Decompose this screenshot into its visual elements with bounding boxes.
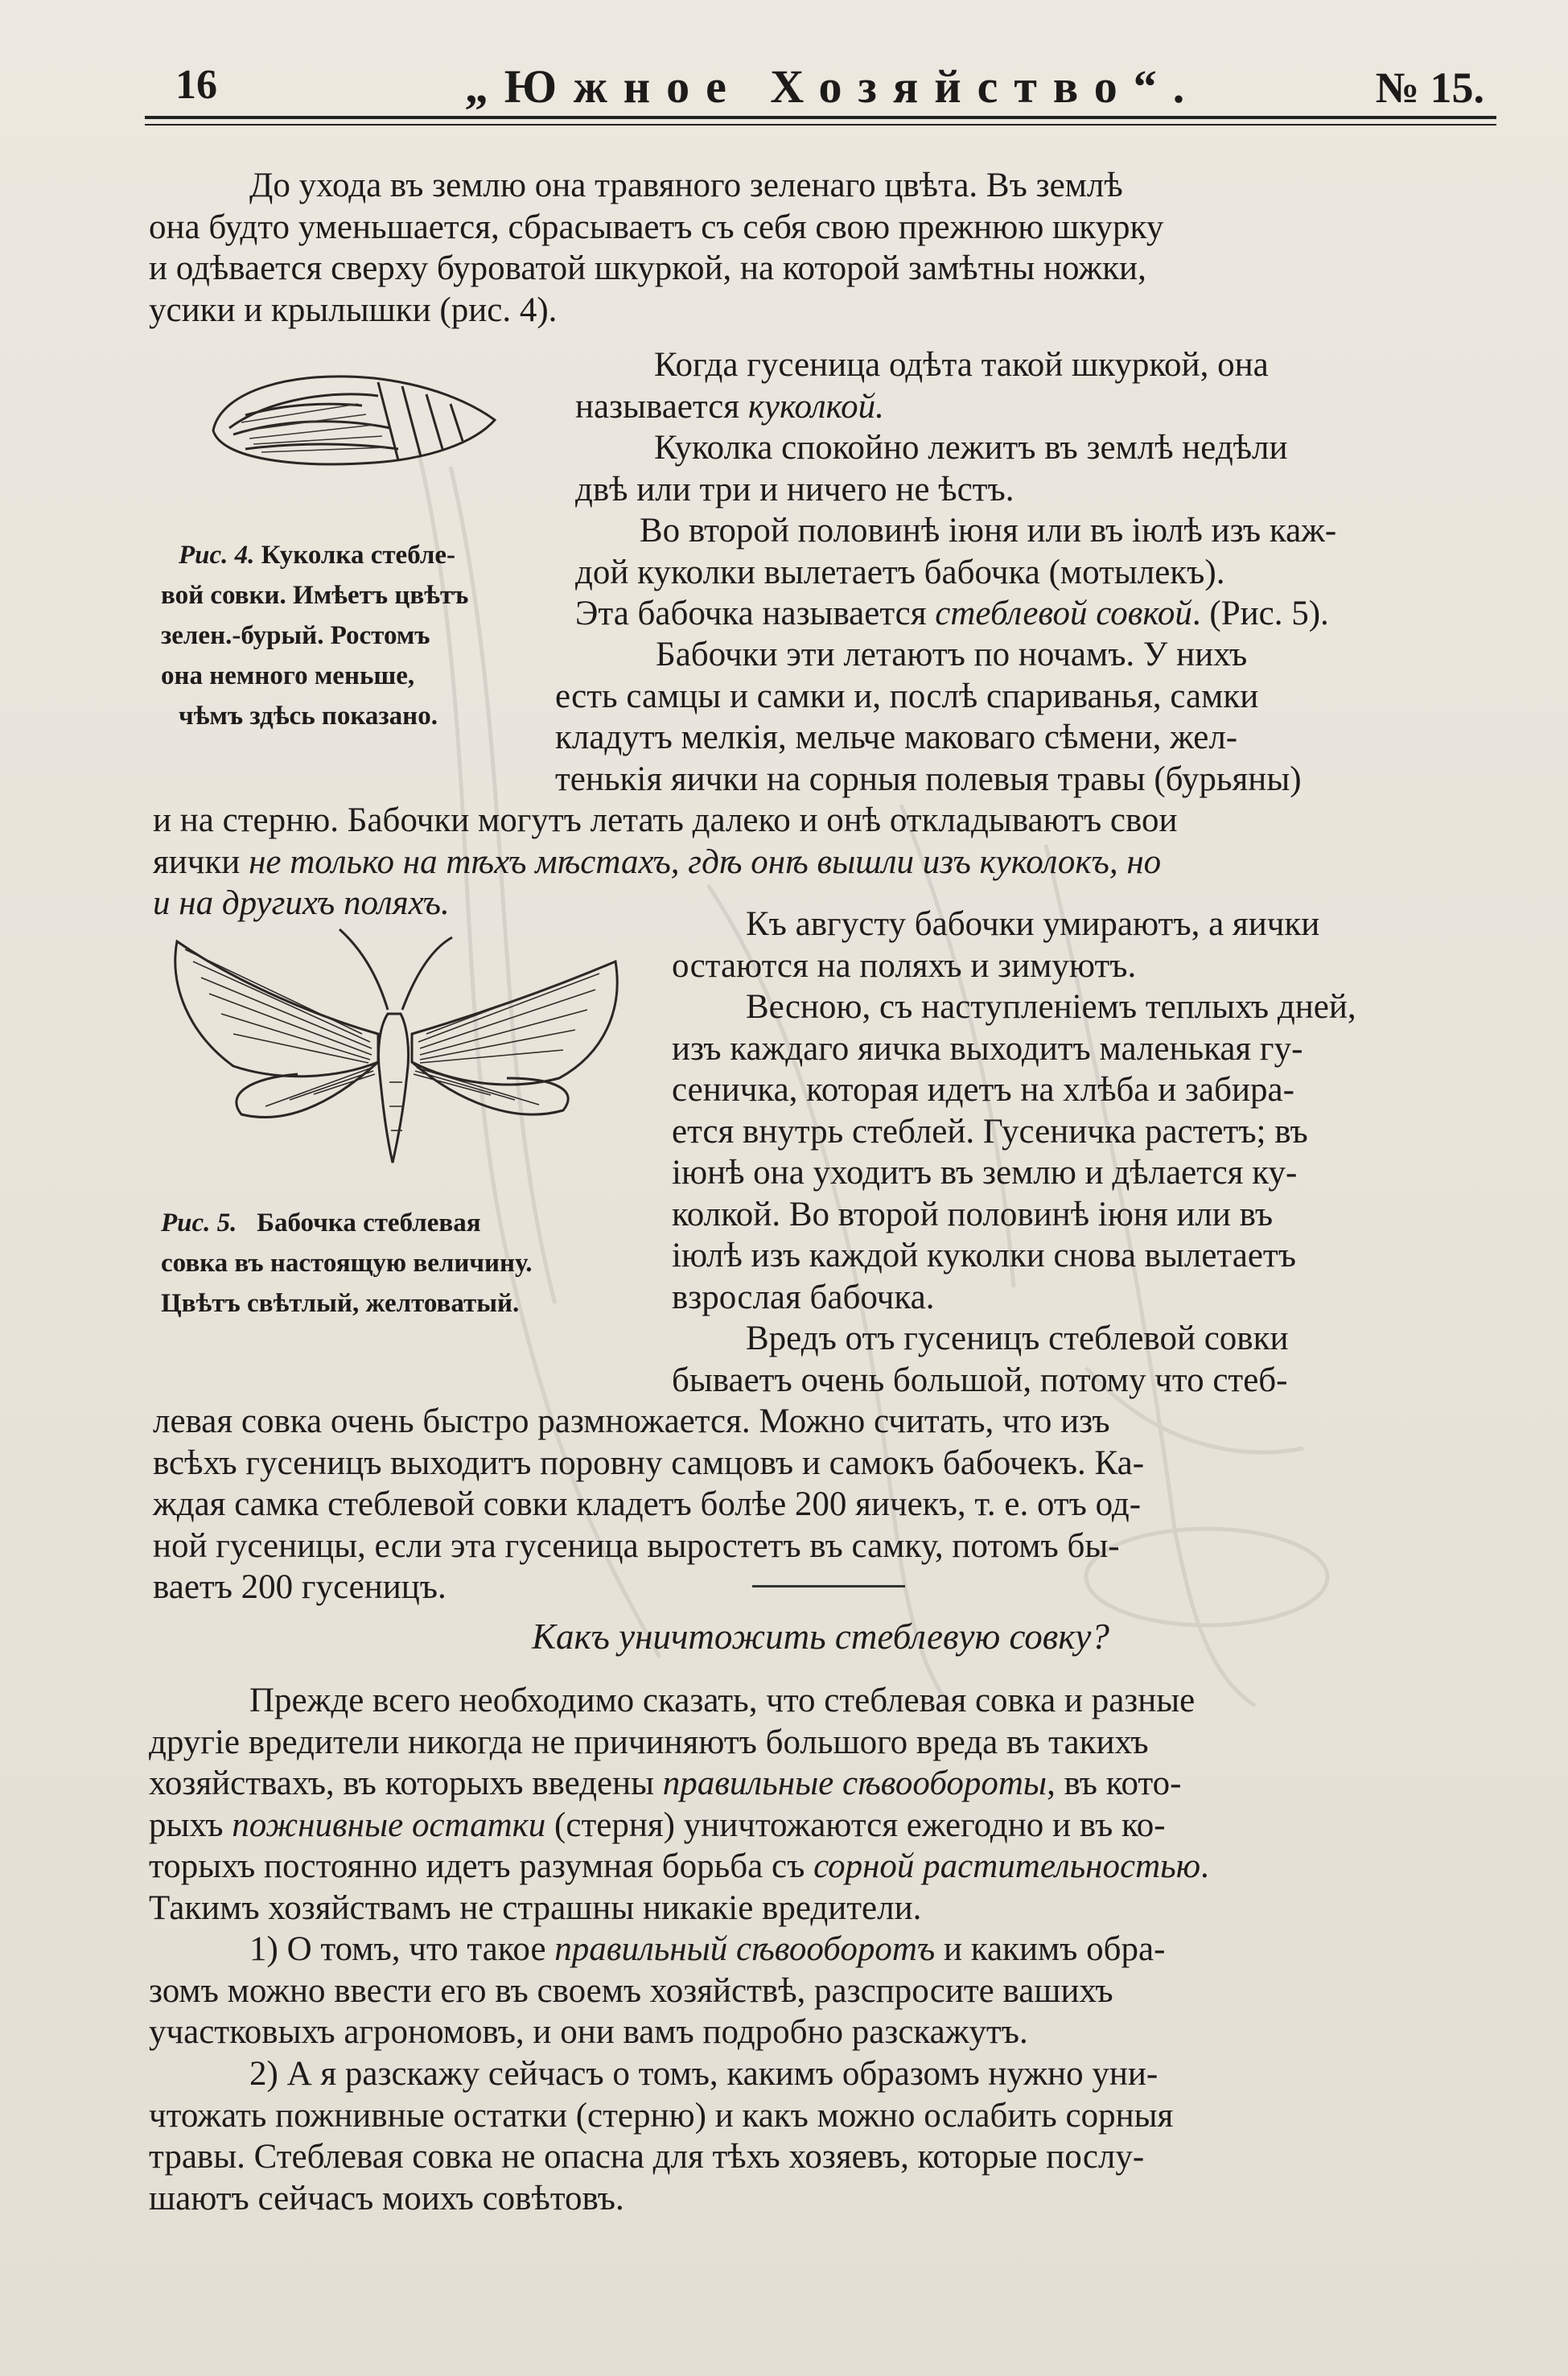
section-title: Какъ уничтожить стеблевую совку? [532, 1616, 1109, 1657]
paragraph-11: 2) А я разскажу сейчасъ о томъ, какимъ образомъ нужно уни- чтожать пожнивные остатки (стерню) и какъ можно ослабить сорныя травы. Стеблевая совка не опасна для тѣхъ хозяевъ, которые послу- шаютъ сейчасъ моихъ совѣтовъ. [149, 2055, 1174, 2217]
pupa-figure-4 [197, 354, 511, 491]
paragraph-5: Бабочки эти летаютъ по ночамъ. У нихъ есть самцы и самки и, послѣ спариванья, самки кладутъ мелкія, мельче маковаго сѣмени, жел- тенькія яички на сорныя полевыя травы (бурьяны) [555, 636, 1302, 798]
figure-5-caption: Рис. 5. Бабочка стеблевая совка въ настоящую величину. Цвѣтъ свѣтлый, желтоватый. [161, 1209, 533, 1318]
paragraph-10: 1) О томъ, что такое правильный сѣвооборотъ и какимъ обра- зомъ можно ввести его въ своемъ хозяйствѣ, разспросите вашихъ участковыхъ агрономовъ, и они вамъ подробно разскажутъ. [149, 1930, 1166, 2051]
paragraph-5-continued: и на стерню. Бабочки могутъ летать далеко и онѣ откладываютъ свои яички не только на тѣхъ мѣстахъ, гдѣ онѣ вышли изъ куколокъ, но и на другихъ поляхъ. [153, 801, 1178, 922]
paragraph-9: Прежде всего необходимо сказать, что стеблевая совка и разные другіе вредители никогда не причиняютъ большого вреда въ такихъ хозяйствахъ, въ которыхъ введены правильные сѣвообороты, въ кото- рыхъ пожнивные остатки (стерня) уничтожаются ежегодно и въ ко- торыхъ постоянно идетъ разумная борьба съ сорной растительностью. Такимъ хозяйствамъ не страшны никакіе вредители. [149, 1682, 1209, 1927]
paragraph-7: Весною, съ наступленіемъ теплыхъ дней, изъ каждаго яичка выходитъ маленькая гу- сеничка, которая идетъ на хлѣба и забира- ется внутрь стеблей. Гусеничка растетъ; въ іюнѣ она уходитъ въ землю и дѣлается ку- колкой. Во второй половинѣ іюня или въ іюлѣ изъ каждой куколки снова вылетаетъ взрослая бабочка. [672, 988, 1356, 1316]
paragraph-6: Къ августу бабочки умираютъ, а яички остаются на поляхъ и зимуютъ. [672, 905, 1320, 985]
paragraph-8-continued: левая совка очень быстро размножается. Можно считать, что изъ всѣхъ гусеницъ выходитъ поровну самцовъ и самокъ бабочекъ. Ка- ждая самка стеблевой совки кладетъ болѣе 200 яичекъ, т. е. отъ од- ной гусеницы, если эта гусеница выростетъ въ самку, потомъ бы- ваетъ 200 гусеницъ. [153, 1402, 1145, 1606]
paragraph-2: Когда гусеница одѣта такой шкуркой, она называется куколкой. [575, 346, 1269, 426]
running-header [145, 56, 1504, 129]
section-divider [752, 1585, 905, 1587]
paragraph-4: Во второй половинѣ іюня или въ іюлѣ изъ каж- дой куколки вылетаетъ бабочка (мотылекъ). Эта бабочка называется стеблевой совкой. (Рис. 5). [575, 512, 1337, 632]
paragraph-8: Вредъ отъ гусеницъ стеблевой совки бываетъ очень большой, потому что стеб- [672, 1320, 1289, 1399]
journal-title: „Южное Хозяйство“. [464, 60, 1201, 113]
header-rule [145, 116, 1496, 119]
moth-figure-5 [161, 913, 636, 1179]
page-number: 16 [175, 62, 217, 108]
header-rule-thin [145, 124, 1496, 126]
figure-4-caption: Рис. 4. Куколка стебле- вой совки. Имѣетъ цвѣтъ зелен.-бурый. Ростомъ она немного меньше, чѣмъ здѣсь показано. [161, 541, 469, 731]
paragraph-3: Куколка спокойно лежитъ въ землѣ недѣли двѣ или три и ничего не ѣстъ. [575, 429, 1288, 509]
issue-number: № 15. [1375, 64, 1484, 112]
paragraph-1: До ухода въ землю она травяного зеленаго цвѣта. Въ землѣ она будто уменьшается, сбрасываетъ съ себя свою прежнюю шкурку и одѣвается сверху буроватой шкуркой, на которой замѣтны ножки, усики и крылышки (рис. 4). [149, 167, 1164, 329]
